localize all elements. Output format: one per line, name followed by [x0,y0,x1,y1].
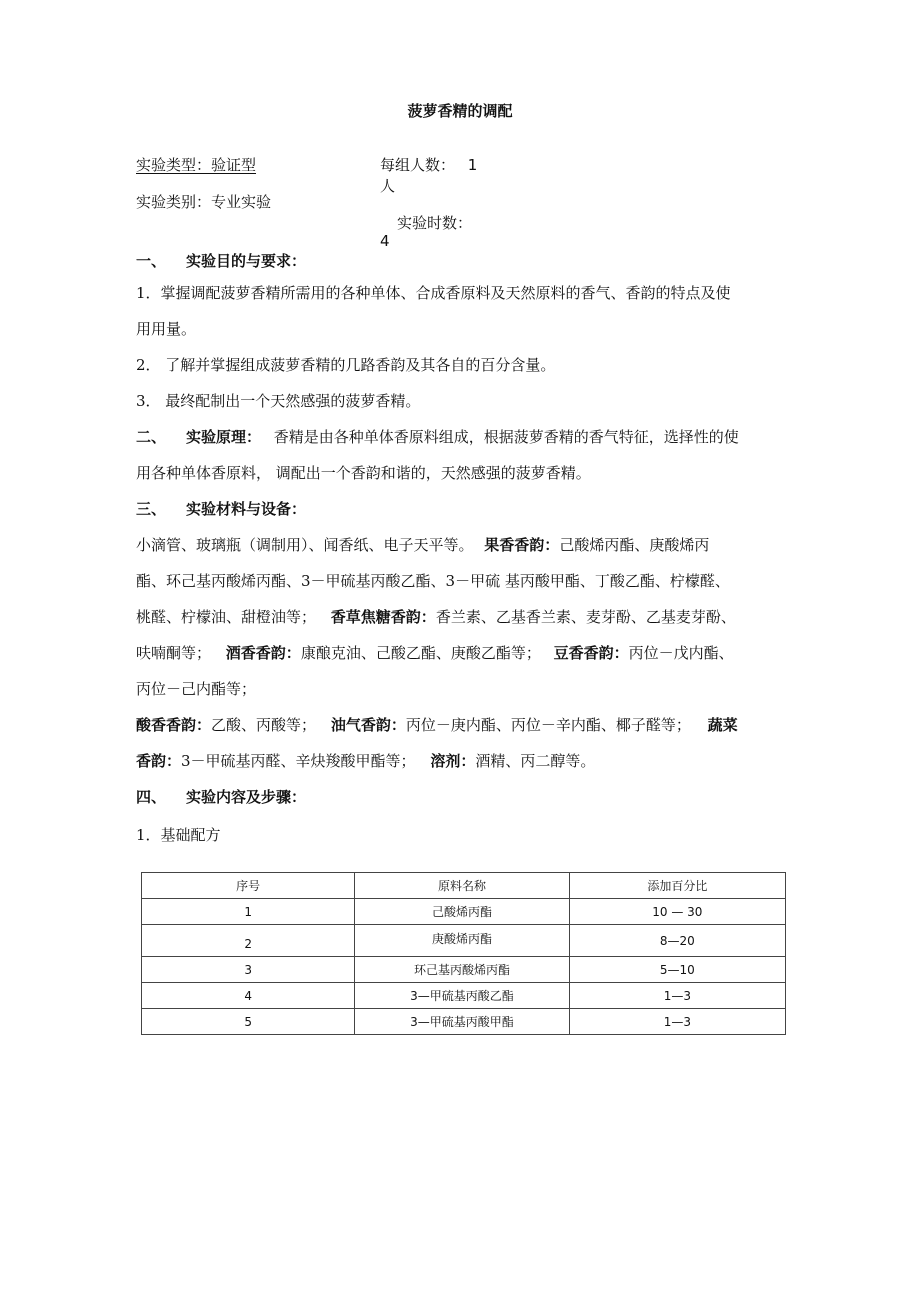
row-index: 5 [142,1009,355,1035]
vegetable-note-items: 3－甲硫基丙醛、辛炔羧酸甲酯等； [181,752,416,770]
row-material: 3—甲硫基丙酸乙酯 [355,983,569,1009]
section-1-heading [136,250,306,271]
section-4-heading [136,779,786,815]
oily-note-items: 丙位－庚内酯、丙位－辛内酯、椰子醛等； [405,716,691,734]
materials-line-5: 丙位－己内酯等； [136,680,257,698]
hours-label: 实验时数： [397,214,473,232]
table-row [142,957,786,983]
section-1-body [136,275,786,853]
vanilla-caramel-items-end: 呋喃酮等； [136,644,212,662]
materials-line-4 [136,635,786,671]
materials-line-1 [136,527,786,563]
acid-note-label: 酸香香韵： [136,716,212,734]
solvent-label: 溶剂： [430,752,476,770]
section-3-title: 实验材料与设备： [186,500,307,518]
materials-line-2: 酯、环己基丙酸烯丙酯、3－甲硫基丙酸乙酯、3－甲硫 基丙酸甲酯、丁酸乙酯、柠檬醛、 [136,572,730,590]
document-title: 菠萝香精的调配 [407,102,513,120]
hours-value: 4 [380,232,390,250]
header-material: 原料名称 [355,873,569,899]
row-material: 己酸烯丙酯 [355,899,569,925]
objective-3: 3． 最终配制出一个天然感强的菠萝香精。 [136,392,421,410]
section-1-title: 实验目的与要求： [186,252,307,270]
section-2-line-1 [136,419,786,455]
row-percentage: 1—3 [569,1009,785,1035]
materials-equipment: 小滴管、玻璃瓶（调制用）、闻香纸、电子天平等。 [136,536,474,554]
acid-note-items: 乙酸、丙酸等； [211,716,317,734]
row-material: 环己基丙酸烯丙酯 [355,957,569,983]
row-percentage: 10 — 30 [569,899,785,925]
wine-note-label: 酒香香韵： [225,644,301,662]
section-4-number: 四、 [136,788,167,806]
header-index: 序号 [142,873,355,899]
wine-note-items: 康酿克油、己酸乙酯、庚酸乙酯等； [300,644,541,662]
header-percentage: 添加百分比 [569,873,785,899]
section-3-heading [136,491,786,527]
bean-note-label: 豆香香韵： [553,644,629,662]
group-size-unit: 人 [380,177,396,195]
materials-line-6 [136,707,786,743]
bean-note-items: 丙位－戊内酯、 [628,644,734,662]
section-1-number: 一、 [136,252,167,270]
basic-formula-heading: 1．基础配方 [136,826,221,844]
table-row [142,899,786,925]
fruity-note-items: 己酸烯丙酯、庚酸烯丙 [559,536,710,554]
experiment-category: 实验类别：专业实验 [136,193,272,211]
principle-text-b: 用各种单体香原料， 调配出一个香韵和谐的，天然感强的菠萝香精。 [136,464,591,482]
experiment-type: 实验类型：验证型 [136,156,257,174]
materials-line-7 [136,743,786,779]
row-material: 庚酸烯丙酯 [355,925,569,957]
vanilla-caramel-label: 香草焦糖香韵： [330,608,436,626]
table-header-row [142,873,786,899]
row-index: 4 [142,983,355,1009]
objective-1: 1．掌握调配菠萝香精所需用的各种单体、合成香原料及天然原料的香气、香韵的特点及使 [136,284,731,302]
oily-note-label: 油气香韵： [330,716,406,734]
table-row [142,1009,786,1035]
table-row [142,925,786,957]
vanilla-caramel-items: 香兰素、乙基香兰素、麦芽酚、乙基麦芽酚、 [435,608,736,626]
fruity-note-label: 果香香韵： [484,536,560,554]
objective-1-cont: 用用量。 [136,320,197,338]
section-3-number: 三、 [136,500,167,518]
row-index: 2 [142,925,355,957]
row-material: 3—甲硫基丙酸甲酯 [355,1009,569,1035]
row-percentage: 5—10 [569,957,785,983]
row-index: 3 [142,957,355,983]
fruity-note-items-end: 桃醛、柠檬油、甜橙油等； [136,608,317,626]
vegetable-note-label-end: 香韵： [136,752,182,770]
group-size-label: 每组人数： [380,156,456,174]
section-4-title: 实验内容及步骤： [186,788,307,806]
row-percentage: 8—20 [569,925,785,957]
group-size-value: 1 [467,156,478,174]
principle-text-a: 香精是由各种单体香原料组成，根据菠萝香精的香气特征，选择性的使 [273,428,739,446]
basic-formula-table [141,872,786,1035]
row-index: 1 [142,899,355,925]
objective-2: 2． 了解并掌握组成菠萝香精的几路香韵及其各自的百分含量。 [136,356,556,374]
section-2-number: 二、 [136,428,167,446]
table-row [142,983,786,1009]
row-percentage: 1—3 [569,983,785,1009]
section-2-title: 实验原理： [186,428,262,446]
group-size [380,154,477,175]
vegetable-note-label: 蔬菜 [707,716,738,734]
solvent-items: 酒精、丙二醇等。 [475,752,596,770]
materials-line-3 [136,599,786,635]
